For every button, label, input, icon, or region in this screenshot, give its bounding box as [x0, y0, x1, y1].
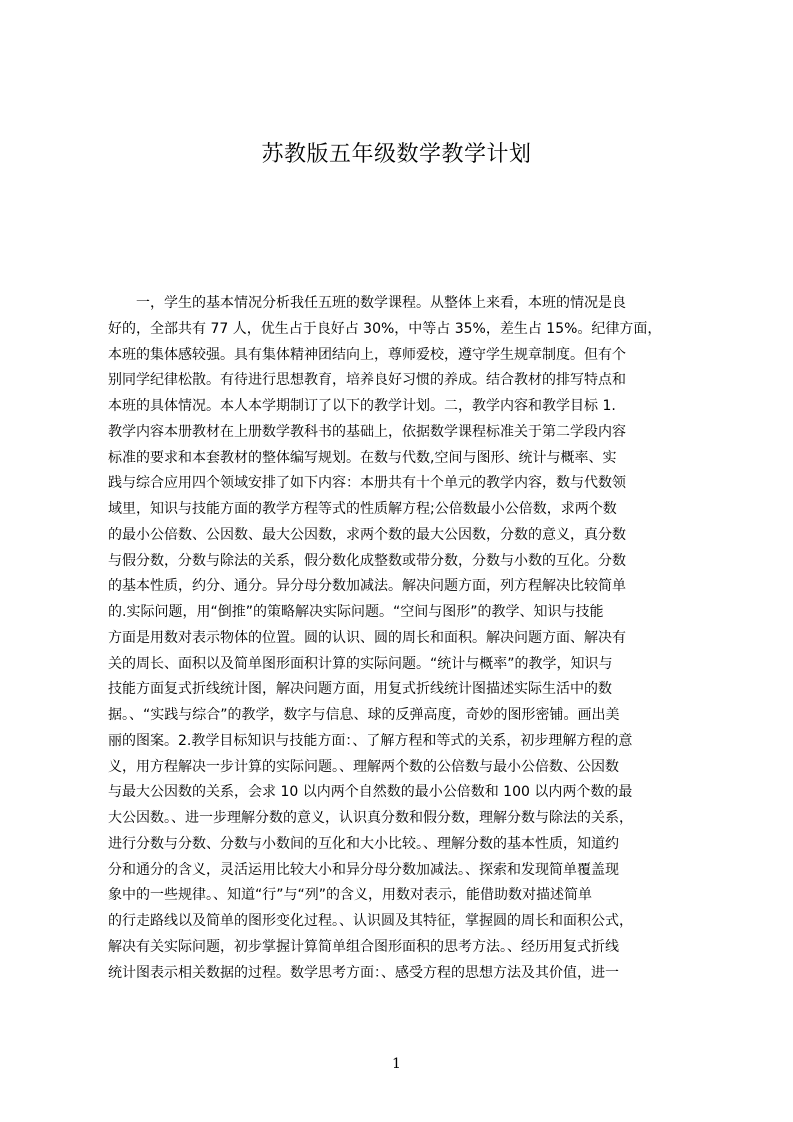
- text-line: 关的周长、面积以及简单图形面积计算的实际问题。“统计与概率”的教学，知识与: [108, 655, 613, 672]
- text-line: 与假分数，分数与除法的关系，假分数化成整数或带分数，分数与小数的互化。分数: [108, 552, 626, 569]
- text-line: 域里，知识与技能方面的教学方程等式的性质解方程;公倍数最小公倍数，求两个数: [108, 501, 617, 517]
- text-line: 的最小公倍数、公因数、最大公因数，求两个数的最大公因数，分数的意义，真分数: [108, 526, 626, 543]
- text-line: 分和通分的含义，灵活运用比较大小和异分母分数加减法。、探索和发现简单覆盖现: [108, 861, 619, 878]
- text-line: 方面是用数对表示物体的位置。圆的认识、圆的周长和面积。解决问题方面、解决有: [108, 629, 626, 646]
- text-line: 义，用方程解决一步计算的实际问题。、理解两个数的公倍数与最小公倍数、公因数: [108, 758, 619, 775]
- text-line: 好的，全部共有 77 人，优生占于良好占 30%，中等占 35%，差生占 15%。纪律方面，: [108, 320, 662, 337]
- page-number: 1: [392, 1056, 401, 1072]
- text-line: 与最大公因数的关系，会求 10 以内两个自然数的最小公倍数和 100 以内两个数的最: [108, 784, 633, 801]
- text-line: 象中的一些规律。、知道“行”与“列”的含义，用数对表示，能借助数对描述简单: [108, 887, 593, 904]
- page-title: 苏教版五年级数学教学计划: [261, 142, 532, 167]
- text-line: 一，学生的基本情况分析我任五班的数学课程。从整体上来看，本班的情况是良: [136, 295, 626, 311]
- body-paragraph: [108, 291, 698, 986]
- text-line: 的.实际问题，用“倒推”的策略解决实际问题。“空间与图形”的教学、知识与技能: [108, 604, 604, 620]
- text-line: 标准的要求和本套教材的整体编写规划。在数与代数,空间与图形、统计与概率、实: [108, 449, 617, 466]
- text-line: 统计图表示相关数据的过程。数学思考方面：、感受方程的思想方法及其价值，进一: [108, 964, 619, 981]
- text-line: 进行分数与分数、分数与小数间的互化和大小比较。、理解分数的基本性质，知道约: [108, 835, 619, 852]
- text-line: 本班的集体感较强。具有集体精神团结向上，尊师爱校，遵守学生规章制度。但有个: [108, 346, 626, 363]
- text-line: 大公因数。、进一步理解分数的意义，认识真分数和假分数，理解分数与除法的关系，: [108, 810, 633, 826]
- text-line: 践与综合应用四个领域安排了如下内容：本册共有十个单元的教学内容，数与代数领: [108, 475, 626, 492]
- text-line: 的行走路线以及简单的图形变化过程。、认识圆及其特征，掌握圆的周长和面积公式，: [108, 913, 633, 929]
- text-line: 的基本性质，约分、通分。异分母分数加减法。解决问题方面，列方程解决比较简单: [108, 578, 626, 595]
- text-line: 据。、“实践与综合”的教学，数字与信息、球的反弹高度，奇妙的图形密铺。画出美: [108, 707, 620, 723]
- text-line: 丽的图案。2.教学目标知识与技能方面：、了解方程和等式的关系，初步理解方程的意: [108, 732, 633, 749]
- text-line: 技能方面复式折线统计图，解决问题方面，用复式折线统计图描述实际生活中的数: [108, 681, 612, 698]
- text-line: 教学内容本册教材在上册数学教科书的基础上，依据数学课程标准关于第二学段内容: [108, 423, 626, 440]
- text-line: 别同学纪律松散。有待进行思想教育，培养良好习惯的养成。结合教材的排写特点和: [108, 372, 626, 389]
- text-line: 本班的具体情况。本人本学期制订了以下的教学计划。二，教学内容和教学目标 1.: [108, 398, 616, 414]
- text-line: 解决有关实际问题，初步掌握计算简单组合图形面积的思考方法。、经历用复式折线: [108, 938, 619, 955]
